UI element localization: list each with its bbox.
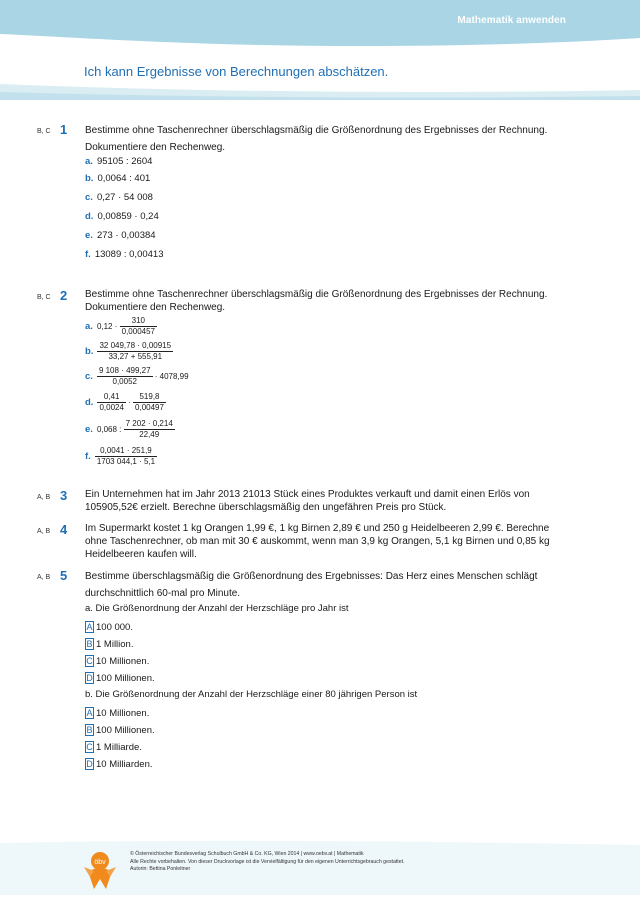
numerator: 7 202 · 0,214 [125, 419, 173, 428]
exercise-level: A, B [37, 574, 51, 581]
choice-option[interactable] [85, 707, 149, 719]
footer-line: Autorin: Bettina Ponleitner [130, 866, 191, 872]
option-text: 1 Million. [96, 639, 134, 650]
option-letter-box[interactable]: D [86, 673, 93, 683]
sub-task [85, 446, 157, 467]
sub-task [85, 249, 164, 260]
sub-letter: d. [85, 211, 94, 222]
sub-task [85, 316, 157, 337]
logo-text: öbv [94, 859, 106, 866]
sub-expression: 273 · 0,00384 [96, 230, 156, 241]
exercise-level: A, B [37, 494, 51, 501]
sub-task [85, 230, 156, 241]
option-letter-box[interactable]: B [86, 725, 93, 735]
choice-option[interactable] [85, 638, 134, 650]
fraction [124, 419, 175, 440]
option-letter-box[interactable]: D [86, 759, 93, 769]
numerator: 32 049,78 · 0,00915 [99, 341, 172, 350]
sub-letter: b. [85, 346, 94, 358]
exercise-number: 3 [60, 488, 68, 503]
expr-prefix: 0,068 : [96, 425, 124, 435]
sub-expression: 0,00859 · 0,24 [97, 211, 159, 222]
sub-letter: b. [85, 173, 94, 184]
fraction [97, 341, 173, 362]
exercise-level: B, C [37, 128, 51, 135]
page-header [0, 0, 640, 100]
exercise-text: Im Supermarkt kostet 1 kg Orangen 1,99 €, 1 kg Birnen 2,89 € und 250 g Heidelbeeren 2,99 €. Berechne ohne Taschenrechner, ob man mit 30 € auskommt, wenn man 3,9 kg Orangen, 5,1 kg Birnen und 0,85 kg Heidelbeeren kaufen will. [85, 523, 550, 560]
sub-task [85, 156, 152, 167]
part-b-prompt: b. Die Größenordnung der Anzahl der Herzschläge einer 80 jährigen Person ist [85, 689, 418, 700]
denominator: 1703 044,1 · 5,1 [96, 457, 156, 466]
option-letter-box[interactable]: A [86, 708, 93, 718]
section-label: Mathematik anwenden [457, 15, 566, 26]
option-text: 100 Millionen. [96, 725, 155, 736]
sub-letter: c. [85, 371, 93, 383]
sub-letter: d. [85, 397, 94, 409]
option-text: 100 000. [96, 622, 133, 633]
numerator: 310 [120, 316, 157, 327]
fraction [95, 446, 157, 467]
option-letter-box[interactable]: A [86, 622, 93, 632]
denominator: 0,00497 [135, 403, 164, 412]
exercise-level: B, C [37, 294, 51, 301]
sub-task [85, 419, 175, 440]
sub-letter: a. [85, 156, 93, 167]
denominator: 0,000457 [121, 327, 155, 336]
choice-option[interactable] [85, 724, 155, 736]
sub-expression: 0,0064 : 401 [97, 173, 151, 184]
exercise-number: 4 [60, 522, 68, 537]
option-letter-box[interactable]: C [86, 656, 93, 666]
exercise-number: 1 [60, 122, 68, 137]
numerator: 0,0041 · 251,9 [95, 446, 157, 457]
page-title: Ich kann Ergebnisse von Berechnungen abschätzen. [84, 64, 389, 79]
option-letter-box[interactable]: C [86, 742, 93, 752]
sub-expression: 13089 : 0,00413 [94, 249, 164, 260]
part-a-prompt: a. Die Größenordnung der Anzahl der Herzschläge pro Jahr ist [85, 603, 349, 614]
denominator: 0,0052 [112, 377, 137, 386]
option-text: 10 Milliarden. [96, 759, 153, 770]
choice-option[interactable] [85, 672, 155, 684]
sub-letter: c. [85, 192, 93, 203]
footer-line: Alle Rechte vorbehalten. Von dieser Druckvorlage ist die Vervielfältigung für den eigenen Unterrichtsgebrauch gestattet. [130, 858, 405, 865]
denominator: 22,49 [139, 430, 160, 439]
expr-operator: · [125, 398, 134, 408]
exercise-level: A, B [37, 528, 51, 535]
sub-letter: a. [85, 321, 93, 333]
numerator: 0,41 [97, 392, 125, 403]
numerator: 9 108 · 499,27 [98, 366, 151, 375]
sub-letter: f. [85, 249, 91, 260]
sub-task [85, 173, 150, 184]
expr-suffix: · 4078,99 [152, 372, 189, 382]
option-letter-box[interactable]: B [86, 639, 93, 649]
denominator: 33,27 + 555,91 [108, 352, 163, 361]
oebv-logo [82, 849, 122, 891]
sub-task [85, 341, 173, 362]
fraction [120, 316, 157, 337]
option-text: 10 Millionen. [96, 708, 150, 719]
numerator: 519,8 [133, 392, 166, 403]
option-text: 10 Millionen. [96, 656, 150, 667]
denominator: 0,0024 [99, 403, 124, 412]
option-text: 100 Millionen. [96, 673, 155, 684]
sub-letter: f. [85, 451, 91, 463]
exercise-number: 5 [60, 568, 68, 583]
sub-expression: 0,27 · 54 008 [96, 192, 153, 203]
exercise-number: 2 [60, 288, 68, 303]
choice-option[interactable] [85, 758, 153, 770]
exercise-text: Ein Unternehmen hat im Jahr 2013 21013 Stück eines Produktes verkauft und damit einen Erlös von 105905,52€ erzielt. Berechne überschlagsmäßig den ungefähren Preis pro Stück. [85, 489, 530, 513]
sub-task [85, 366, 189, 387]
fraction [97, 392, 125, 413]
choice-option[interactable] [85, 621, 133, 633]
sub-task [85, 192, 153, 203]
sub-letter: e. [85, 230, 93, 241]
expr-prefix: 0,12 · [96, 322, 120, 332]
choice-option[interactable] [85, 741, 142, 753]
exercise-text: Bestimme ohne Taschenrechner überschlagsmäßig die Größenordnung des Ergebnisses der Rechnung. Dokumentiere den Rechenweg. [85, 289, 548, 313]
footer-copyright [130, 851, 510, 874]
exercise-text: Bestimme überschlagsmäßig die Größenordnung des Ergebnisses: Das Herz eines Menschen schlägt durchschnittlich 60-mal pro Minute. [85, 571, 538, 599]
sub-task [85, 211, 159, 222]
exercise-text: Bestimme ohne Taschenrechner überschlagsmäßig die Größenordnung des Ergebnisses der Rechnung. Dokumentiere den Rechenweg. [85, 125, 548, 153]
footer-line: © Österreichischer Bundesverlag Schulbuch GmbH & Co. KG, Wien 2014 | www.oebv.at | Mathematik [130, 851, 364, 857]
sub-letter: e. [85, 424, 93, 436]
sub-task [85, 392, 166, 413]
sub-expression: 95105 : 2604 [96, 156, 153, 167]
choice-option[interactable] [85, 655, 149, 667]
option-text: 1 Milliarde. [96, 742, 142, 753]
fraction [97, 366, 153, 387]
fraction [133, 392, 166, 413]
